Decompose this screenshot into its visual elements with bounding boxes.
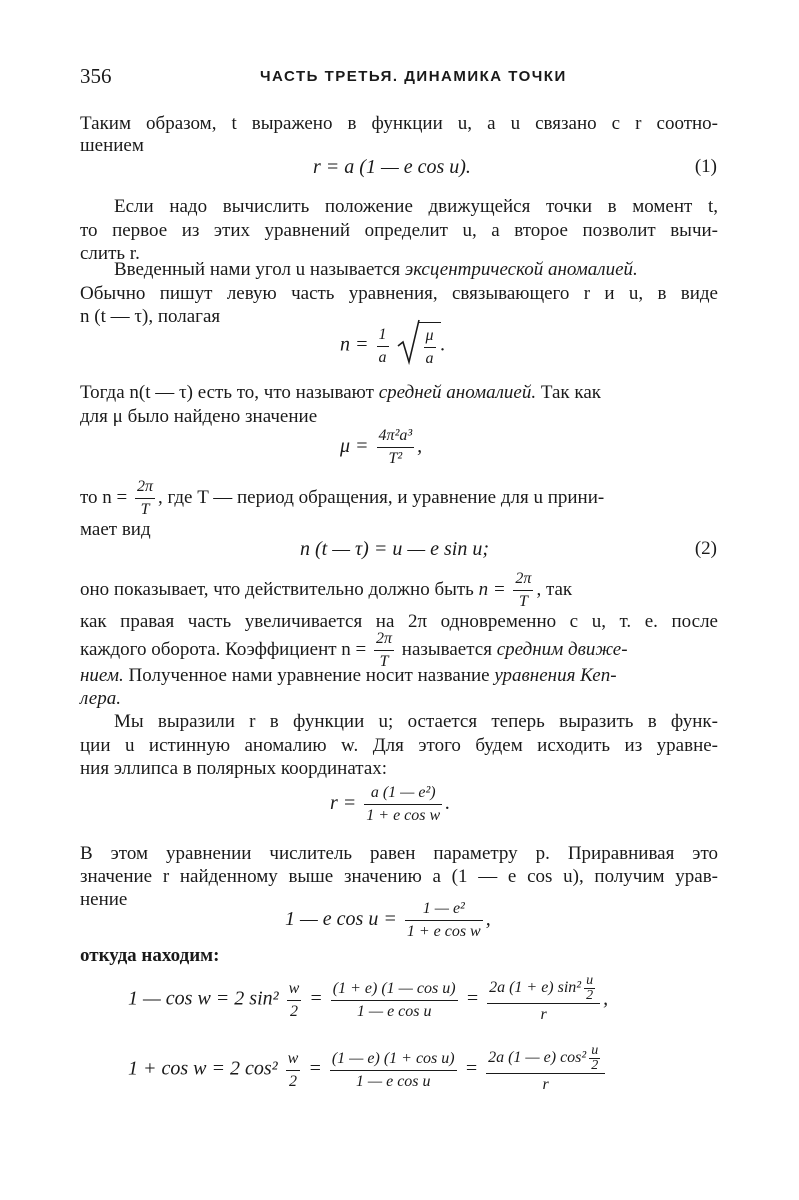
- eqcm-f2-den: 1 — e cos u: [356, 1002, 432, 1020]
- para6-l1-fraction: [513, 568, 533, 613]
- para5-pre: то n =: [80, 486, 128, 508]
- eqcm-f1: [287, 978, 302, 1023]
- para6-l1-num: 2π: [513, 568, 533, 591]
- eq-mu-den: T²: [388, 450, 403, 467]
- eq-n-den: a: [378, 348, 387, 366]
- eq-ellipse-lhs: r =: [330, 792, 357, 815]
- eq-equal-num: 1 — e²: [405, 898, 483, 921]
- para2-line3: слить r.: [80, 243, 140, 264]
- equation-equality: [285, 898, 491, 943]
- eq-ellipse-den: 1 + e cos w: [366, 807, 441, 824]
- eq-n-lhs: n =: [340, 333, 369, 356]
- para3-text: Введенный нами угол u называется: [114, 259, 405, 280]
- para3-line3: n (t — τ), полагая: [80, 306, 221, 327]
- eq-mu-fraction: [377, 425, 415, 470]
- para5-num: 2π: [135, 476, 155, 499]
- eqcm-f1-num: w: [287, 978, 302, 1001]
- eqcm-f1-den: 2: [289, 1002, 298, 1020]
- eqcp-eq: =: [308, 1057, 322, 1080]
- eqcm-f3-num: [487, 974, 600, 1004]
- para2-line2: то первое из этих уравнений определит u, а второе позволит вычи-: [80, 220, 718, 241]
- para6-l3-mid: называется: [397, 638, 497, 660]
- equation-mean-motion: [340, 322, 446, 370]
- eq-n-radicand: [424, 325, 436, 370]
- para3-line2: Обычно пишут левую часть уравнения, связывающего r и u, в виде: [80, 283, 718, 304]
- equation-1: r = a (1 — e cos u).: [313, 156, 471, 178]
- eq-n-sqrt: [397, 322, 441, 370]
- running-title: ЧАСТЬ ТРЕТЬЯ. ДИНАМИКА ТОЧКИ: [260, 68, 567, 85]
- para6-l3-num: 2π: [374, 628, 394, 651]
- eqcm-f3-num-pre: 2a (1 + e) sin²: [489, 979, 582, 997]
- eqcm-f2-num: (1 + e) (1 — cos u): [331, 978, 458, 1001]
- eq-ellipse-num: a (1 — e²): [364, 782, 442, 805]
- eqcm-eq: =: [309, 987, 323, 1010]
- para8-line3: нение: [80, 889, 128, 910]
- eq-mu-lhs: μ =: [340, 435, 369, 458]
- eq-equal-fraction: [405, 898, 483, 943]
- para6-l1-den: T: [518, 593, 528, 610]
- eqcp-f3-num-pre: 2a (1 — e) cos²: [488, 1049, 587, 1067]
- eqcm-f2: [331, 978, 458, 1023]
- equation-one-plus-cos: [128, 1044, 608, 1096]
- para5-line2: мает вид: [80, 519, 151, 540]
- para5-post: , где T — период обращения, и уравнение для u прини-: [158, 486, 605, 508]
- para6-l1-eq: n =: [478, 578, 506, 600]
- eqcm-f3-inner-num: u: [586, 973, 594, 988]
- eqcp-f3-num: [486, 1044, 605, 1074]
- para2-line1: Если надо вычислить положение движущейся точки в момент t,: [114, 196, 718, 217]
- term-mean-anomaly: средней аномалией.: [378, 382, 537, 403]
- eqcp-f1-den: 2: [288, 1072, 297, 1090]
- eq-ellipse-end: .: [445, 792, 451, 815]
- eq-mu-end: ,: [417, 435, 423, 458]
- equation-mu: [340, 425, 422, 470]
- eq-n-rad-num: μ: [424, 325, 436, 348]
- eq-mu-num: 4π²a³: [377, 425, 415, 448]
- term-eccentric-anomaly: эксцентрической аномалией.: [404, 259, 638, 280]
- para6-line4: [80, 664, 718, 688]
- para7-line2: ции u истинную аномалию w. Для этого будем исходить из уравне-: [80, 735, 718, 756]
- para6-line2: как правая часть увеличивается на 2π одновременно с u, т. е. после: [80, 611, 718, 632]
- eq-equal-lhs: 1 — e cos u =: [285, 908, 397, 931]
- para6-l1-post: , так: [536, 578, 573, 600]
- eqcp-f1: [286, 1048, 301, 1093]
- eqcp-eq2: =: [464, 1057, 479, 1080]
- para4-line1: [80, 381, 718, 405]
- equation-2-number: (2): [694, 538, 717, 559]
- eqcp-f3: [486, 1044, 605, 1096]
- eqcp-f3-den: r: [542, 1076, 549, 1093]
- eq-equal-den: 1 + e cos w: [406, 923, 481, 940]
- eqcm-eq2: =: [465, 987, 480, 1010]
- para9-line1: откуда находим:: [80, 945, 220, 966]
- para4-text-a: Тогда n(t — τ) есть то, что называют: [80, 382, 379, 403]
- para7-line1: Мы выразили r в функции u; остается теперь выразить в функ-: [114, 711, 718, 732]
- eqcm-f3-den: r: [540, 1006, 547, 1023]
- eq-n-rad-den: a: [425, 350, 434, 367]
- para1-line2: шением: [80, 135, 144, 156]
- eqcp-f2-den: 1 — e cos u: [355, 1072, 431, 1090]
- para4-text-b: Так как: [536, 382, 602, 403]
- para6-line5: лера.: [80, 688, 121, 709]
- para6-l4-mid: Полученное нами уравнение носит название: [123, 665, 495, 686]
- eq-ellipse-fraction: [364, 782, 442, 827]
- eqcp-f2: [330, 1048, 457, 1093]
- eq-n-num: 1: [377, 324, 389, 347]
- para3-line1: [80, 258, 718, 282]
- term-kepler-equation: уравнения Кеп-: [494, 665, 617, 686]
- eqcp-f3-inner-den: 2: [591, 1058, 599, 1073]
- para7-line3: ния эллипса в полярных координатах:: [80, 758, 388, 779]
- page-header: [80, 64, 717, 94]
- eqcp-f1-num: w: [286, 1048, 301, 1071]
- eq-n-end: .: [440, 333, 446, 356]
- page-number: 356: [80, 64, 112, 88]
- para6-l1-pre: оно показывает, что действительно должно быть: [80, 578, 474, 600]
- para6-l3-pre: каждого оборота. Коэффициент n =: [80, 638, 367, 660]
- term-mean-motion-end: нием.: [80, 665, 124, 686]
- equation-2: n (t — τ) = u — e sin u;: [300, 538, 489, 560]
- radical-sign-icon: [397, 318, 421, 366]
- equation-one-minus-cos: [128, 974, 608, 1026]
- para6-l3-den: T: [379, 653, 389, 670]
- equation-1-number: (1): [694, 156, 717, 177]
- eqcm-end: ,: [603, 987, 609, 1010]
- para4-line2: для μ было найдено значение: [80, 406, 318, 427]
- eqcp-lhs: 1 + cos w = 2 cos²: [128, 1057, 278, 1080]
- para1-line1: Таким образом, t выражено в функции u, а u связано с r соотно-: [80, 113, 718, 134]
- eqcp-f3-inner-num: u: [591, 1043, 599, 1058]
- eqcp-f3-inner: [589, 1044, 600, 1073]
- para5-line1: [80, 476, 718, 521]
- para5-den: T: [140, 501, 150, 518]
- eq-equal-end: ,: [485, 908, 491, 931]
- eqcm-f3-inner-den: 2: [586, 988, 594, 1003]
- eqcm-f3: [487, 974, 600, 1026]
- eqcm-lhs: 1 — cos w = 2 sin²: [128, 987, 279, 1010]
- para8-line2: значение r найденному выше значению a (1 — e cos u), получим урав-: [80, 866, 718, 887]
- eqcm-f3-inner: [584, 974, 595, 1003]
- eq-n-fraction: [377, 324, 389, 369]
- para5-fraction: [135, 476, 155, 521]
- para6-line1: [80, 568, 718, 613]
- para8-line1: В этом уравнении числитель равен параметру p. Приравнивая это: [80, 843, 718, 864]
- eqcp-f2-num: (1 — e) (1 + cos u): [330, 1048, 457, 1071]
- equation-ellipse: [330, 782, 450, 827]
- term-mean-motion: средним движе-: [496, 638, 628, 660]
